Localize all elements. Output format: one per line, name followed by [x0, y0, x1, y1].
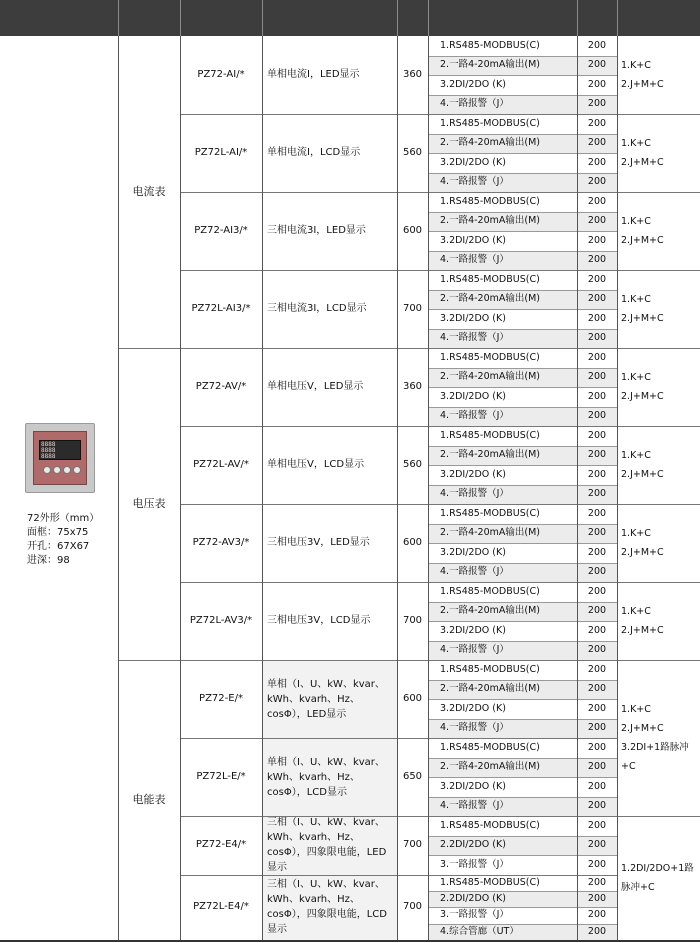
- combo-line: 脉冲+C: [621, 882, 655, 893]
- base-price: 600: [402, 537, 423, 548]
- module-price: 200: [587, 351, 607, 363]
- module-option: 4.一路报警（J）: [440, 176, 509, 188]
- module-price: 200: [587, 780, 607, 792]
- function-desc: 单相电压V，LED显示: [267, 381, 364, 392]
- module-option: 1.RS485-MODBUS(C): [440, 273, 540, 285]
- combo-divider: [617, 348, 700, 349]
- module-price: 200: [587, 117, 607, 129]
- function-desc: 三相电压3V，LCD显示: [267, 615, 371, 626]
- header-module-price: [577, 0, 617, 36]
- module-option: 1.RS485-MODBUS(C): [440, 507, 540, 519]
- combo-line: 2.J+M+C: [621, 313, 664, 324]
- meter-display-digits: 8888: [41, 453, 56, 460]
- category-name: 电流表: [132, 185, 166, 198]
- base-price: 360: [402, 381, 423, 392]
- module-divider: [428, 485, 617, 486]
- combo-functions: [617, 114, 700, 192]
- module-price: 200: [587, 215, 607, 227]
- module-option: 3.一路报警（J）: [440, 858, 509, 870]
- module-divider: [428, 758, 617, 759]
- module-divider: [428, 797, 617, 798]
- model-number: PZ72L-E/*: [196, 771, 246, 782]
- combo-line: 1.K+C: [621, 60, 651, 71]
- function-desc: 三相（I、U、kW、kvar、kWh、kvarh、Hz、cosΦ），四象限电能，LED显示: [267, 817, 387, 874]
- module-price: 200: [587, 566, 607, 578]
- module-option: 1.RS485-MODBUS(C): [440, 429, 540, 441]
- module-divider: [428, 387, 617, 388]
- meter-button: [53, 466, 61, 474]
- module-option: 3.2DI/2DO (K): [440, 234, 506, 246]
- combo-functions: [617, 36, 700, 114]
- combo-divider: [617, 816, 700, 817]
- function-desc: 三相电流3I，LED显示: [267, 225, 366, 236]
- module-divider: [428, 891, 617, 892]
- combo-line: 1.K+C: [621, 372, 651, 383]
- header-divider: [428, 0, 429, 36]
- function-desc: 三相电流3I，LCD显示: [267, 303, 367, 314]
- module-option: 1.RS485-MODBUS(C): [440, 876, 540, 888]
- model-number: PZ72-E/*: [199, 693, 243, 704]
- module-option: 1.RS485-MODBUS(C): [440, 195, 540, 207]
- combo-functions: [617, 504, 700, 582]
- model-number: PZ72L-AV3/*: [189, 615, 253, 626]
- module-price: 200: [587, 893, 607, 905]
- module-option: 2.一路4-20mA输出(M): [440, 527, 540, 539]
- meter-device-image: [25, 423, 95, 493]
- combo-line: 1.K+C: [621, 528, 651, 539]
- module-price: 200: [587, 98, 607, 110]
- module-price: 200: [587, 876, 607, 888]
- combo-line: 2.J+M+C: [621, 547, 664, 558]
- module-option: 3.2DI/2DO (K): [440, 468, 506, 480]
- model-number: PZ72-E4/*: [195, 839, 247, 851]
- module-option: 3.2DI/2DO (K): [440, 312, 506, 324]
- header-function: [262, 0, 397, 36]
- module-divider: [428, 95, 617, 96]
- model-number: PZ72-AV/*: [195, 381, 247, 392]
- header-model: [180, 0, 262, 36]
- module-divider: [428, 924, 617, 925]
- module-option: 4.一路报警（J）: [440, 566, 509, 578]
- module-divider: [428, 680, 617, 681]
- module-divider: [428, 75, 617, 76]
- combo-line: 2.J+M+C: [621, 235, 664, 246]
- module-option: 2.一路4-20mA输出(M): [440, 605, 540, 617]
- module-option: 2.一路4-20mA输出(M): [440, 683, 540, 695]
- model-number: PZ72L-AV/*: [193, 459, 249, 470]
- header-name: [118, 0, 180, 36]
- module-divider: [428, 329, 617, 330]
- module-price: 200: [587, 858, 607, 870]
- module-option: 1.RS485-MODBUS(C): [440, 741, 540, 753]
- combo-line: 2.J+M+C: [621, 157, 664, 168]
- module-divider: [428, 621, 617, 622]
- module-divider: [428, 563, 617, 564]
- base-price: 600: [402, 225, 423, 236]
- module-option: 2.一路4-20mA输出(M): [440, 761, 540, 773]
- function-desc: 三相电压3V，LED显示: [267, 537, 370, 548]
- base-price: 600: [402, 693, 423, 704]
- meter-button: [43, 466, 51, 474]
- module-option: 4.一路报警（J）: [440, 410, 509, 422]
- module-option: 1.RS485-MODBUS(C): [440, 39, 540, 51]
- module-price: 200: [587, 800, 607, 812]
- module-price: 200: [587, 468, 607, 480]
- combo-functions: [617, 660, 700, 816]
- base-price: 560: [402, 147, 423, 158]
- module-divider: [428, 407, 617, 408]
- combo-line: 1.K+C: [621, 450, 651, 461]
- combo-functions: [617, 582, 700, 660]
- row-divider: [180, 816, 617, 817]
- module-price: 200: [587, 449, 607, 461]
- row-divider: [180, 582, 617, 583]
- module-option: 1.RS485-MODBUS(C): [440, 585, 540, 597]
- column-divider: [577, 36, 578, 940]
- row-divider: [180, 875, 617, 876]
- module-option: 3.2DI/2DO (K): [440, 78, 506, 90]
- combo-divider: [617, 114, 700, 115]
- module-price: 200: [587, 624, 607, 636]
- column-divider: [397, 36, 398, 940]
- column-divider: [118, 36, 119, 940]
- module-option: 2.2DI/2DO (K): [440, 839, 506, 851]
- module-price: 200: [587, 644, 607, 656]
- module-price: 200: [587, 410, 607, 422]
- header-divider: [577, 0, 578, 36]
- module-divider: [428, 368, 617, 369]
- module-option: 4.一路报警（J）: [440, 488, 509, 500]
- module-option: 4.一路报警（J）: [440, 332, 509, 344]
- column-divider: [180, 36, 181, 940]
- function-desc: 单相电流I，LED显示: [267, 69, 360, 80]
- module-price: 200: [587, 156, 607, 168]
- module-price: 200: [587, 390, 607, 402]
- module-divider: [428, 836, 617, 837]
- combo-divider: [617, 582, 700, 583]
- header-appearance: [0, 0, 118, 36]
- module-divider: [428, 153, 617, 154]
- header-base-price: [397, 0, 428, 36]
- model-number: PZ72L-AI3/*: [191, 303, 251, 314]
- base-price: 360: [402, 69, 423, 80]
- module-price: 200: [587, 819, 607, 831]
- base-price: 700: [402, 839, 423, 851]
- module-option: 3.2DI/2DO (K): [440, 780, 506, 792]
- module-price: 200: [587, 663, 607, 675]
- module-divider: [428, 543, 617, 544]
- meter-button: [73, 466, 81, 474]
- module-price: 200: [587, 605, 607, 617]
- module-option: 4.一路报警（J）: [440, 644, 509, 656]
- header-divider: [118, 0, 119, 36]
- combo-line: 1.2DI/2DO+1路: [621, 863, 694, 874]
- header-divider: [180, 0, 181, 36]
- header-divider: [397, 0, 398, 36]
- module-price: 200: [587, 234, 607, 246]
- module-option: 3.一路报警（J）: [440, 909, 509, 921]
- module-price: 200: [587, 254, 607, 266]
- module-option: 4.一路报警（J）: [440, 800, 509, 812]
- category-name: 电能表: [132, 793, 166, 806]
- module-price: 200: [587, 507, 607, 519]
- module-divider: [428, 290, 617, 291]
- module-price: 200: [587, 429, 607, 441]
- meter-button: [63, 466, 71, 474]
- module-option: 2.一路4-20mA输出(M): [440, 293, 540, 305]
- header-optional: [428, 0, 577, 36]
- combo-functions: [617, 348, 700, 426]
- module-divider: [428, 251, 617, 252]
- module-option: 2.一路4-20mA输出(M): [440, 59, 540, 71]
- module-divider: [428, 907, 617, 908]
- combo-divider: [617, 426, 700, 427]
- module-price: 200: [587, 761, 607, 773]
- spec-line4: 进深：98: [27, 555, 70, 566]
- column-divider: [262, 36, 263, 940]
- module-price: 200: [587, 839, 607, 851]
- combo-line: 1.K+C: [621, 606, 651, 617]
- module-divider: [428, 602, 617, 603]
- module-option: 1.RS485-MODBUS(C): [440, 819, 540, 831]
- module-option: 3.2DI/2DO (K): [440, 624, 506, 636]
- module-divider: [428, 173, 617, 174]
- module-price: 200: [587, 293, 607, 305]
- module-option: 4.综合管廊（UT）: [440, 925, 519, 937]
- base-price: 560: [402, 459, 423, 470]
- module-divider: [428, 56, 617, 57]
- module-divider: [428, 777, 617, 778]
- function-desc: 单相电压V，LCD显示: [267, 459, 365, 470]
- module-option: 2.2DI/2DO (K): [440, 893, 506, 905]
- module-price: 200: [587, 195, 607, 207]
- combo-line: 1.K+C: [621, 216, 651, 227]
- base-price: 650: [402, 771, 423, 782]
- module-price: 200: [587, 741, 607, 753]
- module-price: 200: [587, 176, 607, 188]
- module-price: 200: [587, 39, 607, 51]
- combo-line: 3.2DI+1路脉冲+C: [621, 742, 689, 772]
- function-desc: 三相（I、U、kW、kvar、kWh、kvarh、Hz、cosΦ），四象限电能，LCD显示: [267, 879, 387, 936]
- module-option: 3.2DI/2DO (K): [440, 156, 506, 168]
- base-price: 700: [402, 303, 423, 314]
- module-divider: [428, 465, 617, 466]
- category-name: 电压表: [132, 497, 166, 510]
- function-desc: 单相电流I，LCD显示: [267, 147, 361, 158]
- module-price: 200: [587, 137, 607, 149]
- module-divider: [428, 446, 617, 447]
- dimension-spec: [27, 512, 99, 568]
- header-divider: [617, 0, 618, 36]
- combo-functions: [617, 816, 700, 940]
- module-option: 4.一路报警（J）: [440, 722, 509, 734]
- combo-line: 2.J+M+C: [621, 79, 664, 90]
- combo-line: 2.J+M+C: [621, 391, 664, 402]
- combo-divider: [617, 660, 700, 661]
- function-desc: 单相（I、U、kW、kvar、kWh、kvarh、Hz、cosΦ），LCD显示: [267, 756, 385, 798]
- module-divider: [428, 855, 617, 856]
- row-divider: [180, 270, 617, 271]
- meter-faceplate: [33, 431, 87, 485]
- module-price: 200: [587, 702, 607, 714]
- combo-line: 2.J+M+C: [621, 723, 664, 734]
- function-desc: 单相（I、U、kW、kvar、kWh、kvarh、Hz、cosΦ），LED显示: [267, 678, 385, 720]
- module-option: 2.一路4-20mA输出(M): [440, 215, 540, 227]
- module-price: 200: [587, 312, 607, 324]
- meter-display-digits: 8888: [41, 447, 56, 454]
- combo-line: 2.J+M+C: [621, 469, 664, 480]
- module-option: 1.RS485-MODBUS(C): [440, 663, 540, 675]
- combo-divider: [617, 192, 700, 193]
- combo-line: 1.K+C: [621, 138, 651, 149]
- module-price: 200: [587, 488, 607, 500]
- spec-line2: 面框：75x75: [27, 527, 89, 538]
- table-bottom-border: [0, 940, 700, 942]
- meter-display-digits: 8888: [41, 441, 56, 448]
- header-divider: [262, 0, 263, 36]
- module-divider: [428, 134, 617, 135]
- module-divider: [428, 524, 617, 525]
- module-price: 200: [587, 722, 607, 734]
- row-divider: [180, 114, 617, 115]
- spec-line3: 开孔：67X67: [27, 541, 90, 552]
- base-price: 700: [402, 615, 423, 626]
- module-option: 2.一路4-20mA输出(M): [440, 371, 540, 383]
- header-combo: [617, 0, 700, 36]
- combo-functions: [617, 270, 700, 348]
- model-number: PZ72L-AI/*: [194, 147, 248, 158]
- module-option: 2.一路4-20mA输出(M): [440, 449, 540, 461]
- module-option: 3.2DI/2DO (K): [440, 390, 506, 402]
- combo-divider: [617, 504, 700, 505]
- row-divider: [180, 504, 617, 505]
- module-price: 200: [587, 909, 607, 921]
- combo-functions: [617, 192, 700, 270]
- module-option: 2.一路4-20mA输出(M): [440, 137, 540, 149]
- row-divider: [180, 660, 617, 661]
- combo-functions: [617, 426, 700, 504]
- model-number: PZ72-AI3/*: [194, 225, 248, 236]
- row-divider: [180, 426, 617, 427]
- module-price: 200: [587, 925, 607, 937]
- module-option: 3.2DI/2DO (K): [440, 546, 506, 558]
- row-divider: [180, 348, 617, 349]
- module-divider: [428, 719, 617, 720]
- module-price: 200: [587, 371, 607, 383]
- module-divider: [428, 212, 617, 213]
- column-divider: [617, 36, 618, 940]
- combo-line: 1.K+C: [621, 294, 651, 305]
- module-price: 200: [587, 683, 607, 695]
- module-option: 1.RS485-MODBUS(C): [440, 351, 540, 363]
- spec-line1: 72外形（mm）: [27, 513, 100, 524]
- module-divider: [428, 309, 617, 310]
- module-option: 1.RS485-MODBUS(C): [440, 117, 540, 129]
- row-divider: [180, 738, 617, 739]
- module-price: 200: [587, 78, 607, 90]
- module-option: 4.一路报警（J）: [440, 254, 509, 266]
- module-price: 200: [587, 527, 607, 539]
- module-price: 200: [587, 585, 607, 597]
- meter-display: [39, 440, 81, 460]
- model-number: PZ72-AV3/*: [192, 537, 250, 548]
- module-option: 3.2DI/2DO (K): [440, 702, 506, 714]
- combo-line: 2.J+M+C: [621, 625, 664, 636]
- model-number: PZ72L-E4/*: [193, 901, 249, 913]
- module-option: 4.一路报警（J）: [440, 98, 509, 110]
- module-divider: [428, 231, 617, 232]
- combo-line: 1.K+C: [621, 704, 651, 715]
- model-number: PZ72-AI/*: [197, 69, 245, 80]
- combo-divider: [617, 270, 700, 271]
- module-price: 200: [587, 332, 607, 344]
- module-price: 200: [587, 546, 607, 558]
- module-price: 200: [587, 59, 607, 71]
- row-divider: [180, 192, 617, 193]
- module-price: 200: [587, 273, 607, 285]
- module-divider: [428, 699, 617, 700]
- base-price: 700: [402, 901, 423, 913]
- column-divider: [428, 36, 429, 940]
- module-divider: [428, 641, 617, 642]
